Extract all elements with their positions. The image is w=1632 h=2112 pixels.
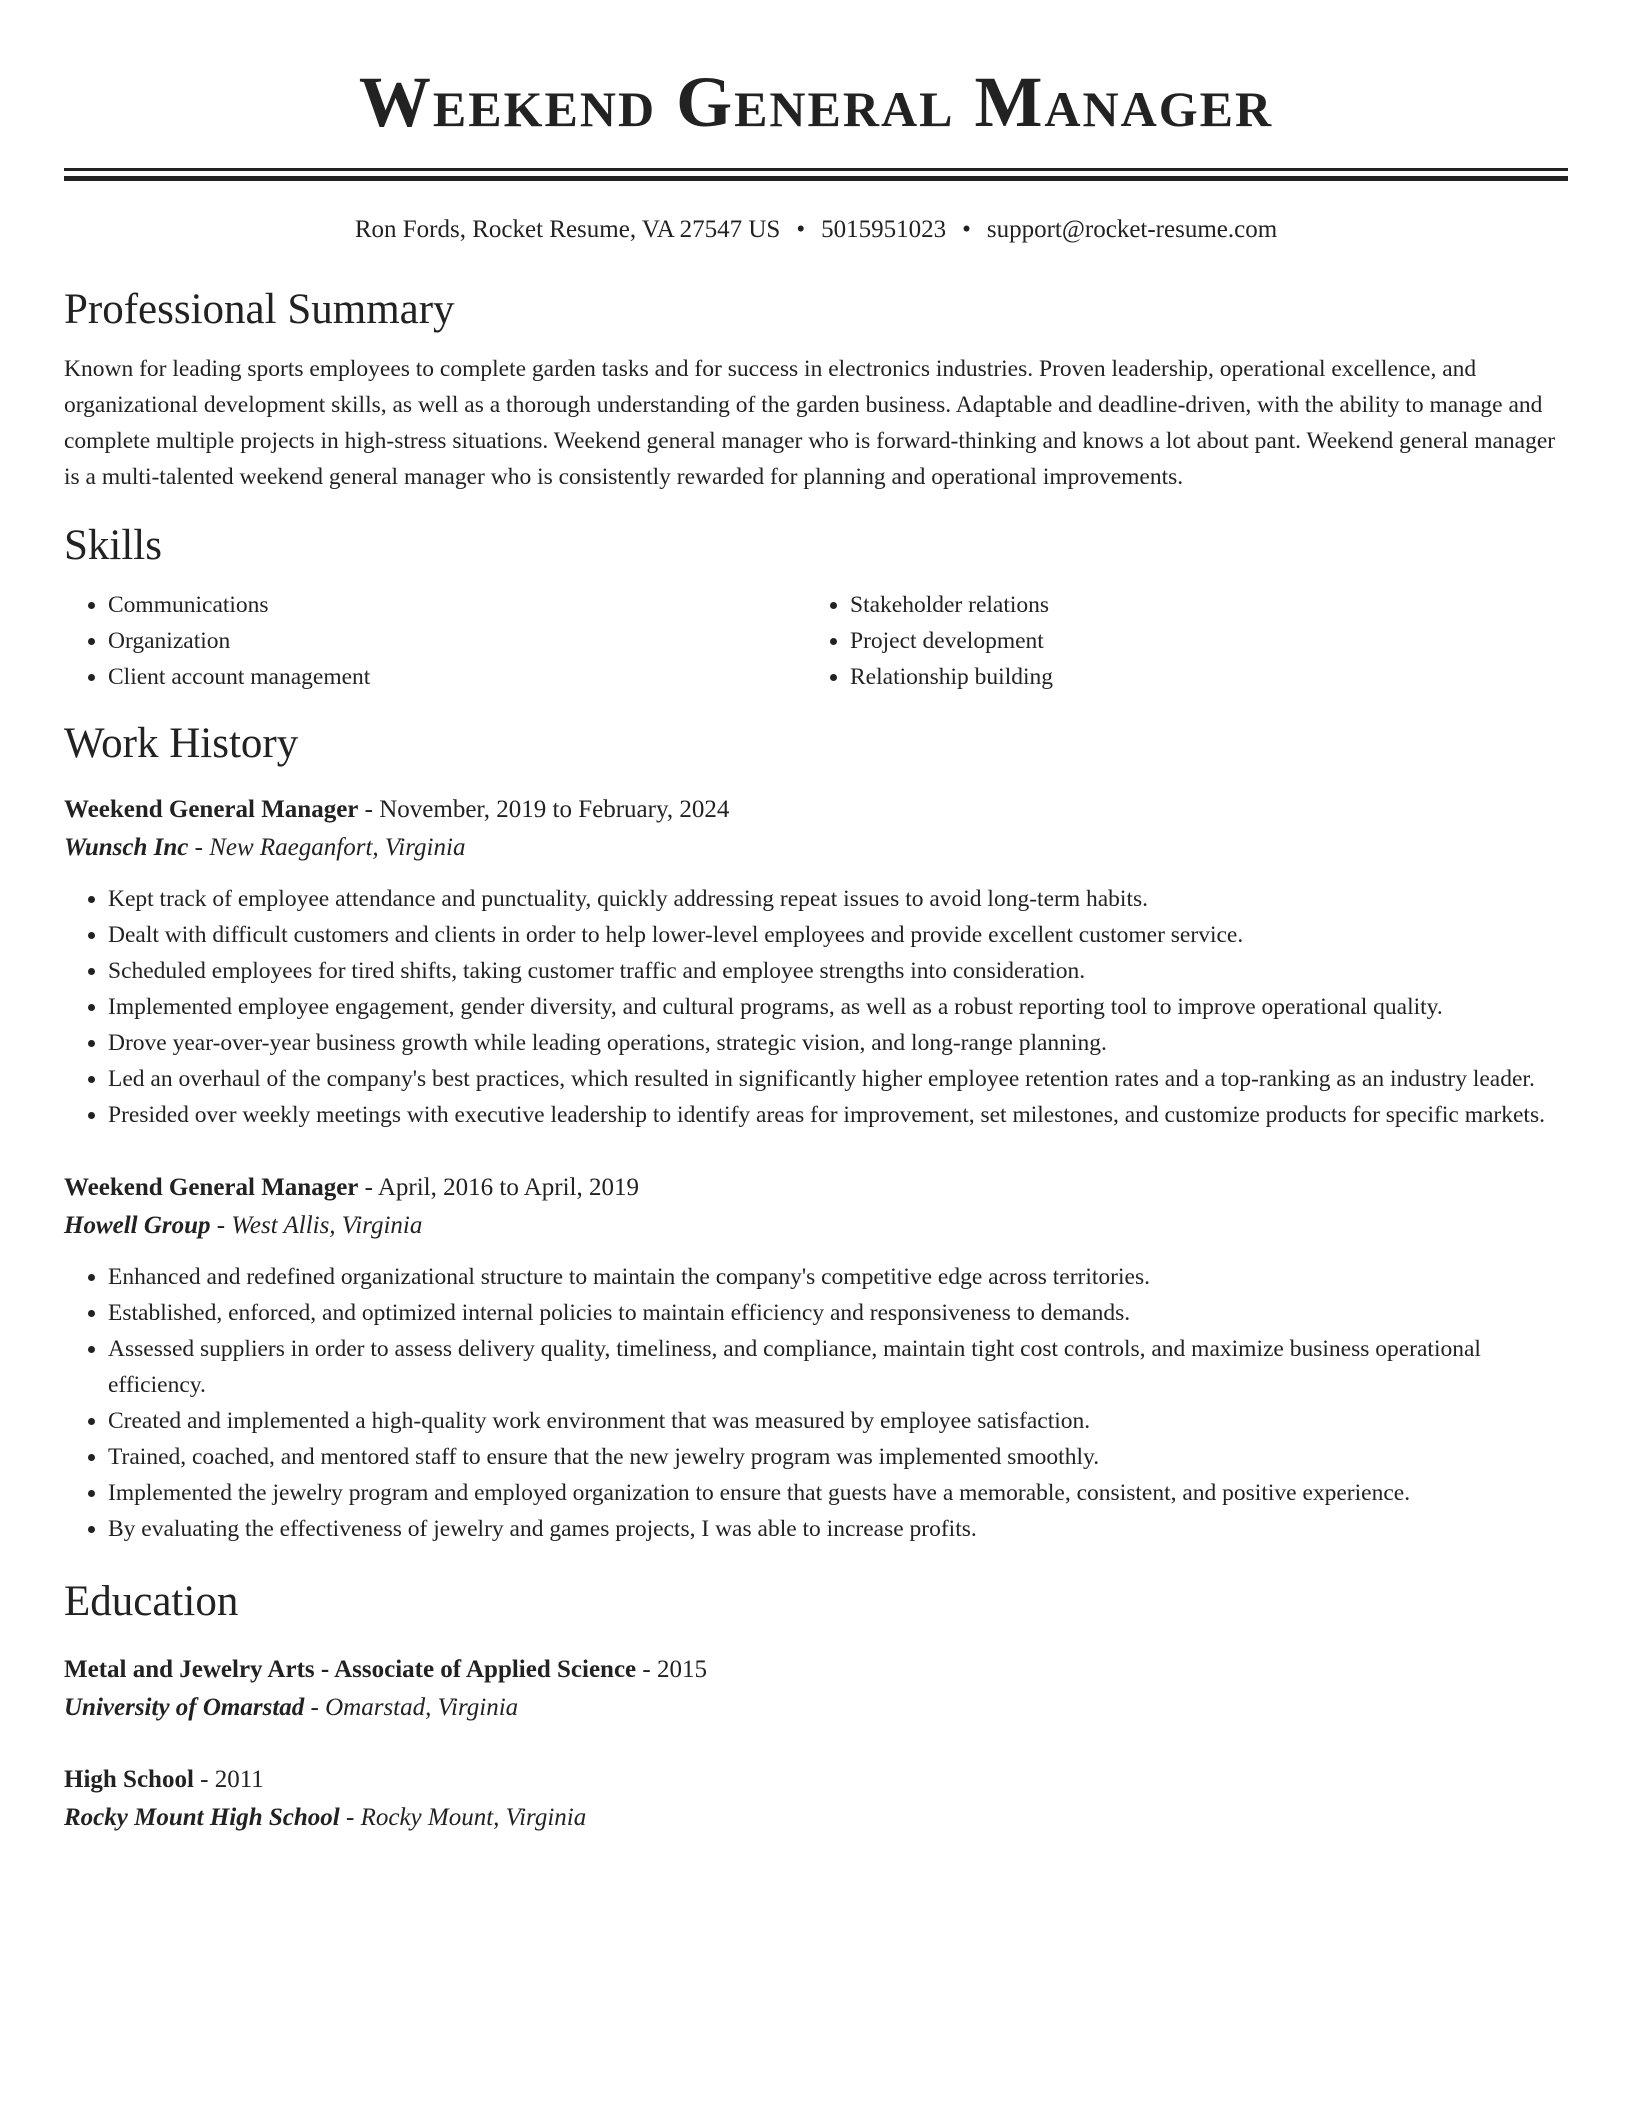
job-bullet: • Enhanced and redefined organizational structure to maintain the company's competitive edge across territories. bbox=[108, 1259, 1568, 1295]
education-degree-line bbox=[64, 1651, 1568, 1689]
job-company-line bbox=[64, 1207, 1568, 1245]
education-heading: Education bbox=[64, 1578, 239, 1625]
education-entry bbox=[64, 1651, 1568, 1727]
education-school: Rocky Mount High School bbox=[64, 1804, 340, 1831]
contact-phone: 5015951023 bbox=[821, 216, 947, 243]
skills-column-right bbox=[806, 587, 1548, 695]
job-title: Weekend General Manager bbox=[64, 1174, 359, 1201]
skills-list bbox=[64, 587, 1568, 695]
job-bullet: • Presided over weekly meetings with executive leadership to identify areas for improvement, set milestones, and customize products for specific markets. bbox=[108, 1097, 1568, 1133]
skill-item: • Project development bbox=[850, 623, 1548, 659]
job-bullet: • Kept track of employee attendance and punctuality, quickly addressing repeat issues to avoid long-term habits. bbox=[108, 881, 1568, 917]
contact-address: Ron Fords, Rocket Resume, VA 27547 US bbox=[354, 216, 781, 243]
skill-item: • Relationship building bbox=[850, 659, 1548, 695]
job-bullet: • Implemented employee engagement, gender diversity, and cultural programs, as well as a robust reporting tool to improve operational quality. bbox=[108, 989, 1568, 1025]
education-school-line bbox=[64, 1799, 1568, 1837]
education-degree-line bbox=[64, 1761, 1568, 1799]
title-rule-top bbox=[64, 168, 1568, 171]
job-bullet: • Led an overhaul of the company's best practices, which resulted in significantly higher employee retention rates and a top-ranking as an industry leader. bbox=[108, 1061, 1568, 1097]
title-rule-bottom bbox=[64, 176, 1568, 181]
job-bullet: • Dealt with difficult customers and clients in order to help lower-level employees and provide excellent customer service. bbox=[108, 917, 1568, 953]
education-school: University of Omarstad bbox=[64, 1694, 305, 1721]
education-year: - 2015 bbox=[636, 1656, 707, 1683]
job-bullet: • Assessed suppliers in order to assess delivery quality, timeliness, and compliance, maintain tight cost controls, and maximize business operational efficiency. bbox=[108, 1331, 1568, 1403]
resume-title: Weekend General Manager bbox=[358, 62, 1274, 142]
contact-separator: • bbox=[796, 216, 806, 243]
job-company: Wunsch Inc bbox=[64, 834, 189, 861]
job-title: Weekend General Manager bbox=[64, 796, 359, 823]
education-entry bbox=[64, 1761, 1568, 1837]
job-bullet: • Drove year-over-year business growth while leading operations, strategic vision, and long-range planning. bbox=[108, 1025, 1568, 1061]
skills-column-left bbox=[64, 587, 806, 695]
skills-heading: Skills bbox=[64, 522, 162, 569]
job-bullet: • By evaluating the effectiveness of jewelry and games projects, I was able to increase profits. bbox=[108, 1511, 1568, 1547]
contact-line bbox=[64, 215, 1568, 245]
job-company: Howell Group bbox=[64, 1212, 211, 1239]
summary-text: Known for leading sports employees to complete garden tasks and for success in electronics industries. Proven leadership, operational excellence, and organizational development skills, as well as a thorough understanding of the garden business. Adaptable and deadline-driven, with the ability to manage and complete multiple projects in high-stress situations. Weekend general manager who is forward-thinking and knows a lot about pant. Weekend general manager is a multi-talented weekend general manager who is consistently rewarded for planning and operational improvements. bbox=[64, 356, 1556, 490]
job-bullet: • Trained, coached, and mentored staff to ensure that the new jewelry program was implemented smoothly. bbox=[108, 1439, 1568, 1475]
skill-item: • Communications bbox=[108, 587, 806, 623]
job-bullet: • Created and implemented a high-quality work environment that was measured by employee satisfaction. bbox=[108, 1403, 1568, 1439]
job-company-line bbox=[64, 829, 1568, 867]
skill-item: • Client account management bbox=[108, 659, 806, 695]
job-location: - New Raeganfort, Virginia bbox=[188, 834, 466, 861]
job-title-line bbox=[64, 791, 1568, 829]
education-school-line bbox=[64, 1689, 1568, 1727]
education-year: - 2011 bbox=[193, 1766, 264, 1793]
job-dates: - November, 2019 to February, 2024 bbox=[358, 796, 730, 823]
job-title-line bbox=[64, 1169, 1568, 1207]
work-history-heading: Work History bbox=[64, 720, 299, 767]
job-dates: - April, 2016 to April, 2019 bbox=[358, 1174, 639, 1201]
contact-separator: • bbox=[962, 216, 971, 243]
job-bullets bbox=[64, 1259, 1568, 1547]
job-bullets bbox=[64, 881, 1568, 1133]
education-degree: Metal and Jewelry Arts - Associate of Applied Science bbox=[64, 1656, 637, 1683]
contact-email: support@rocket-resume.com bbox=[986, 216, 1278, 243]
education-location: - Rocky Mount, Virginia bbox=[339, 1804, 587, 1831]
job-bullet: • Scheduled employees for tired shifts, taking customer traffic and employee strengths into consideration. bbox=[108, 953, 1568, 989]
summary-heading: Professional Summary bbox=[64, 286, 455, 333]
skill-item: • Organization bbox=[108, 623, 806, 659]
job-location: - West Allis, Virginia bbox=[210, 1212, 423, 1239]
job-bullet: • Established, enforced, and optimized internal policies to maintain efficiency and responsiveness to demands. bbox=[108, 1295, 1568, 1331]
job-entry bbox=[64, 791, 1568, 1133]
education-degree: High School bbox=[64, 1766, 194, 1793]
education-location: - Omarstad, Virginia bbox=[304, 1694, 519, 1721]
job-bullet: • Implemented the jewelry program and employed organization to ensure that guests have a memorable, consistent, and positive experience. bbox=[108, 1475, 1568, 1511]
job-entry bbox=[64, 1169, 1568, 1547]
skill-item: • Stakeholder relations bbox=[850, 587, 1548, 623]
